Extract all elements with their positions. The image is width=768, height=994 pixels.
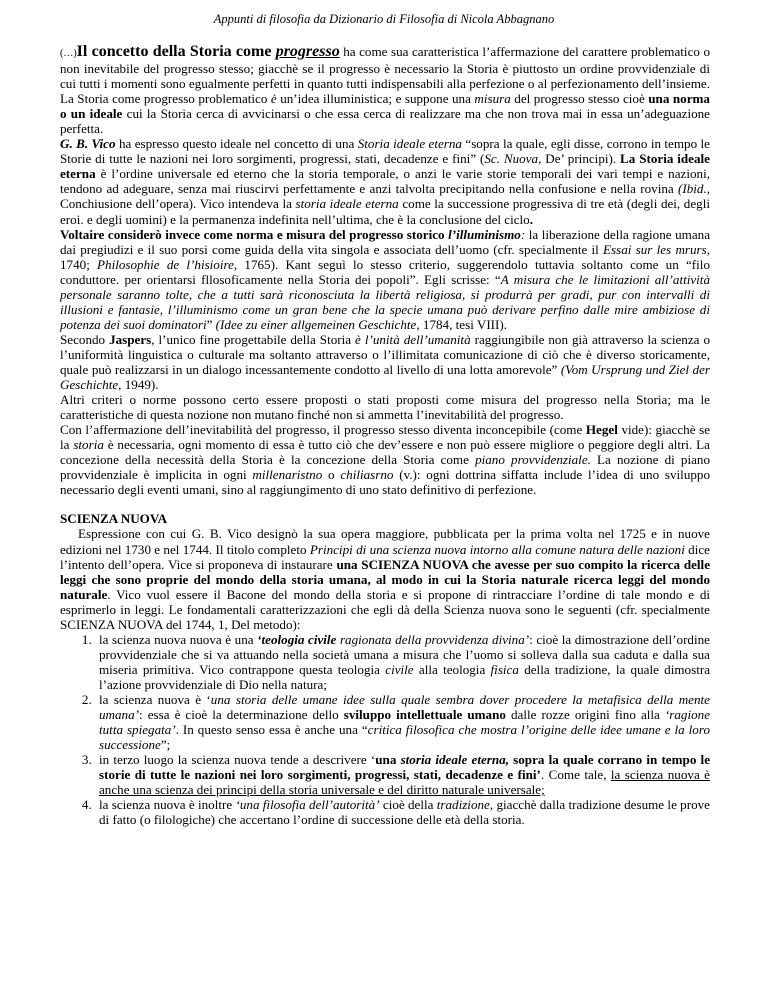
paragraph-hegel: Con l’affermazione dell’inevitabilità del progresso, il progresso stesso diventa inconcepibile (come Hegel vide): giacchè se la storia è necessaria, ogni momento di essa è tutto ciò che dev’essere e non può essere migliore o peggiore degli altri. La concezione della necessità della Storia è la concezione della Storia come piano provvidenziale. La nozione di piano provvidenziale è implicita in ogni millenaristno o chiliasrno (v.): ogni dottrina siffatta include l’idea di uno sviluppo necessario degli eventi umani, sino al raggiungimento di uno stato definitivo di perfezione. <box>60 422 711 498</box>
page-header: Appunti di filosofia da Dizionario di Filosofia di Nicola Abbagnano <box>213 12 555 26</box>
ellipsis: (…) <box>60 48 77 59</box>
progress-title-keyword: progresso <box>275 43 340 60</box>
paragraph-voltaire-kant: Voltaire considerò invece come norma e misura del progresso storico l’illuminismo: la liberazione della ragione umana dai pregiudizi e il suo porsi come guida della vita singola e associata dell’uomo (cfr. specialmente il Essai sur les mrurs, 1740; Philosophie de l’hisioire, 1765). Kant seguì lo stesso criterio, suggerendolo tuttavia soltanto come un “filo conduttore. per orientarsi fllosoficamente nella Storia dei popoli”. Egli scrisse: “A misura che le limitazioni all’attività personale saranno tolte, che a tutti sarà riconosciuta la libertà religiosa, si produrrà per gradi, pur con intervalli di illusioni e fantasie, l’illuminismo come un gran bene che la specie umana può derivare perfino dalle mire ambiziose di potenza dei suoi dominatori” (Idee zu einer allgemeinen Geschichte, 1784, tesi VIII). <box>60 226 711 332</box>
list-item: 4. la scienza nuova è inoltre ‘una filosofia dell’autorità’ cioè della tradizione, giacchè dalla tradizione desume le prove di fatto (o filologiche) che accertano l’ordine di successione delle età della storia. <box>95 797 710 827</box>
list-item: 2. la scienza nuova è ‘una storia delle umane idee sulla quale sembra dover procedere la metafisica della mente umana’: essa è cioè la determinazione dello sviluppo intellettuale umano dalle rozze origini fino alla ‘ragione tutta spiegata’. In questo senso essa è anche una “critica filosofica che mostra l’origine delle idee umane e la loro successione”; <box>95 692 710 752</box>
list-item: 3. in terzo luogo la scienza nuova tende a descrivere ‘una storia ideale eterna, sopra la quale corrano in tempo le storie di tutte le nazioni nei loro sorgimenti, progressi, stati, decadenze e fini’. Come tale, la scienza nuova è anche una scienza dei principi della storia universale e del diritto naturale universale; <box>95 752 710 797</box>
paragraph-jaspers: Secondo Jaspers, l’unico fine progettabile della Storia è l’unità dell’umanità raggiungibile non già attraverso la scienza o l’uniformità linguistica o culturale ma soltanto attraverso o l’illimitata comunicazione di ciò che è diverso storicamente, quale può realizzarsi in un dialogo incessantemente condotto al livello di una lotta amorevole” (Vom Ursprung und Ziel der Geschichte, 1949). <box>60 331 710 393</box>
author-vico: G. B. Vico <box>60 136 116 152</box>
document-body <box>60 44 710 827</box>
scienza-nuova-list <box>60 632 710 828</box>
paragraph-other-criteria: Altri criteri o norme possono certo essere proposti o stati proposti come misura del progresso nella Storia; ma le caratteristiche di questa nozione non mutano finché non si ammetta l’inevitabilità del progresso. <box>60 392 710 423</box>
section-heading-scienza-nuova: SCIENZA NUOVA <box>60 511 168 527</box>
progress-title: Il concetto della Storia come <box>76 43 276 60</box>
list-item: 1. la scienza nuova nuova è una ‘teologia civile ragionata della provvidenza divina’: cioè la dimostrazione dell’ordine provvidenziale che si va attuando nella società umana a misura che l’uomo si solleva dalla sua caduta e dalla sua miseria primitiva. Vico contrappone questa teologia civile alla teologia fisica della tradizione, la quale dimostra l’azione provvidenziale di Dio nella natura; <box>95 632 710 692</box>
paragraph-progress-concept: (…)Il concetto della Storia come progresso ha come sua caratteristica l’affermazione del carattere problematico o non inevitabile del progresso stesso; giacchè se il progresso è necessario la Storia è piuttosto un ordine provvidenziale di cui tutti i momenti sono egualmente perfetti in quanto tutti indispensabili alla perfezione o al perfezionamento dell’insieme. La Storia come progresso problematico è un’idea illuministica; e suppone una misura del progresso stesso cioè una norma o un ideale cui la Storia cerca di avvicinarsi o che essa cerca di realizzare ma che non trova mai in essa un’adeguazione perfetta. <box>60 43 711 137</box>
paragraph-vico: G. B. Vico ha espresso questo ideale nel concetto di una Storia ideale eterna “sopra la quale, egli disse, corrono in tempo le Storie di tutte le nazioni nei loro sorgimenti, progressi, stati, decadenze e fini” (Sc. Nuova, De’ principi). La Storia ideale eterna è l’ordine universale ed eterno che la storia temporale, o anzi le varie storie temporali dei vari tempi e nazioni, tendono ad adeguare, senza mai riuscirvi perfettamente e anzi talvolta precipitando nella confusione e nella rovina (Ibid., Conchiusione dell’opera). Vico intendeva la storia ideale eterna come la successione progressiva di tre età (degli dei, degli eroi. e degli uomini) e la permanenza indefinita nell’ultima, che è la conclusione del ciclo. <box>60 136 710 227</box>
paragraph-scienza-nuova: Espressione con cui G. B. Vico designò la sua opera maggiore, pubblicata per la prima volta nel 1725 e in nuove edizioni nel 1730 e nel 1744. Il titolo completo Principi di una scienza nuova intorno alla comune natura delle nazioni dice l’intento dell’opera. Vice si proponeva di instaurare una SCIENZA NUOVA che avesse per suo compito la ricerca delle leggi che sono proprie del mondo della storia umana, al modo in cui la Storia naturale ricerca leggi del mondo naturale. Vico vuol essere il Bacone del mondo della storia e si propone di rintracciare l’ordine di tale mondo e di esprimerlo in leggi. Le fondamentali caratterizzazioni che egli dà della Scienza nuova sono le seguenti (cfr. specialmente SCIENZA NUOVA del 1744, 1, Del metodo): <box>60 526 710 632</box>
